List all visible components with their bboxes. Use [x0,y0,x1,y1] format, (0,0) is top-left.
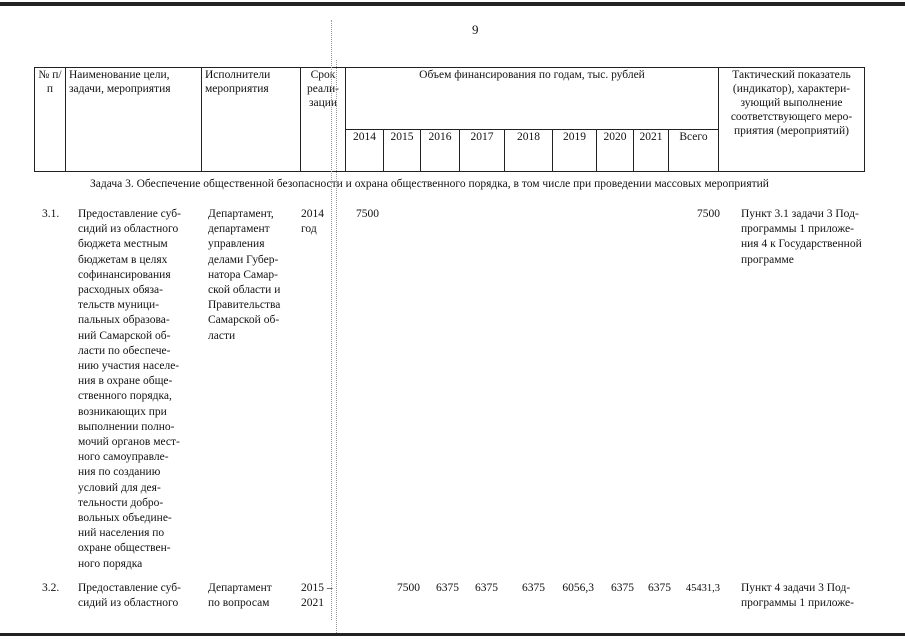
row-3-2-indicator [741,581,881,611]
text-line: натора Самар- [208,268,278,281]
text-line: вольных объедине- [78,512,172,525]
bottom-rule [0,633,905,636]
text-line: программы 1 приложе- [741,597,854,610]
row-3-2-name [78,581,196,611]
text-line: программы 1 приложе- [741,223,854,236]
text-line: 2015 – [301,582,333,594]
header-year-2014: 2014 [346,130,384,172]
text-line: тельности добро- [78,496,164,509]
text-line: возникающих при [78,405,167,418]
text-line: год [301,223,317,236]
row-3-2-2017: 6375 [475,582,498,594]
text-line: Предоставление суб- [78,208,181,220]
row-3-1-indicator [741,207,881,268]
row-3-2-total: 45431,3 [685,583,720,594]
row-3-2-2016: 6375 [436,582,459,594]
row-3-2-term [301,581,341,611]
table-header [34,67,865,172]
row-3-1-name [78,207,196,572]
text-line: ской области и [208,284,281,297]
text-line: ного самоуправле- [78,451,169,464]
text-line: сидий из областного [78,597,179,610]
text-line: выполнении полно- [78,420,175,433]
header-term: Срок реали-зации [301,68,346,172]
text-line: 2021 [301,597,324,610]
text-line: сидий из областного [78,223,179,236]
text-line: ласти [208,329,236,342]
task-title: Задача 3. Обеспечение общественной безопасности и охрана общественного порядка, в том числе при проведении массовых мероприятий [90,178,769,190]
header-total: Всего [669,130,719,172]
text-line: бюджетам в целях [78,253,168,266]
header-year-2020: 2020 [597,130,634,172]
header-funding: Объем финансирования по годам, тыс. рублей [346,68,719,130]
row-3-2-2015: 7500 [397,582,420,594]
text-line: ственного порядка, [78,390,172,403]
text-line: по вопросам [208,597,270,610]
header-num: № п/п [35,68,66,172]
text-line: мочий органов мест- [78,436,180,449]
top-rule [0,2,905,6]
header-year-2021: 2021 [634,130,669,172]
text-line: ния в охране обще- [78,375,173,388]
text-line: тельств муници- [78,299,160,312]
text-line: делами Губер- [208,253,279,266]
row-3-2-2018: 6375 [522,582,545,594]
text-line: управления [208,238,265,251]
text-line: 2014 [301,208,324,220]
text-line: департамент [208,223,270,236]
header-year-2016: 2016 [421,130,460,172]
text-line: Предоставление суб- [78,582,181,594]
scan-line [331,20,332,620]
text-line: ния по созданию [78,466,161,479]
text-line: охране обществен- [78,542,171,555]
text-line: условий для дея- [78,481,161,494]
header-year-2019: 2019 [553,130,597,172]
header-name: Наименование цели, задачи, мероприятия [66,68,202,172]
row-3-1-total: 7500 [697,208,720,220]
text-line: ний населения по [78,527,165,540]
scan-line [336,60,337,635]
header-executors: Исполнители мероприятия [202,68,301,172]
text-line: Самарской об- [208,314,280,327]
text-line: программе [741,253,794,266]
text-line: ний Самарской об- [78,329,171,342]
row-3-1-2014: 7500 [356,208,379,220]
text-line: расходных обяза- [78,284,163,297]
header-year-2015: 2015 [384,130,421,172]
text-line: пальных образова- [78,314,170,327]
text-line: Департамент, [208,208,274,220]
header-year-2018: 2018 [505,130,553,172]
text-line: ласти по обеспече- [78,344,171,357]
row-3-2-num: 3.2. [42,582,60,594]
text-line: ного порядка [78,557,143,570]
text-line: Пункт 4 задачи 3 Под- [741,582,851,594]
row-3-1-executors [208,207,298,344]
header-indicator: Тактический показатель (индикатор), характери-зующий выполнение соответствующего меро-приятия (мероприятий) [719,68,865,172]
row-3-2-2021: 6375 [648,582,671,594]
row-3-1-num: 3.1. [42,208,60,220]
header-year-2017: 2017 [460,130,505,172]
text-line: Правительства [208,299,281,312]
text-line: Департамент [208,582,272,594]
text-line: софинансирования [78,268,171,281]
text-line: Пункт 3.1 задачи 3 Под- [741,208,859,220]
text-line: ния 4 к Государственной [741,238,862,251]
row-3-2-2019: 6056,3 [562,582,594,594]
row-3-2-executors [208,581,298,611]
text-line: нию участия населе- [78,360,180,373]
row-3-1-term [301,207,331,237]
page-number: 9 [472,22,479,37]
text-line: бюджета местным [78,238,168,251]
row-3-2-2020: 6375 [611,582,634,594]
